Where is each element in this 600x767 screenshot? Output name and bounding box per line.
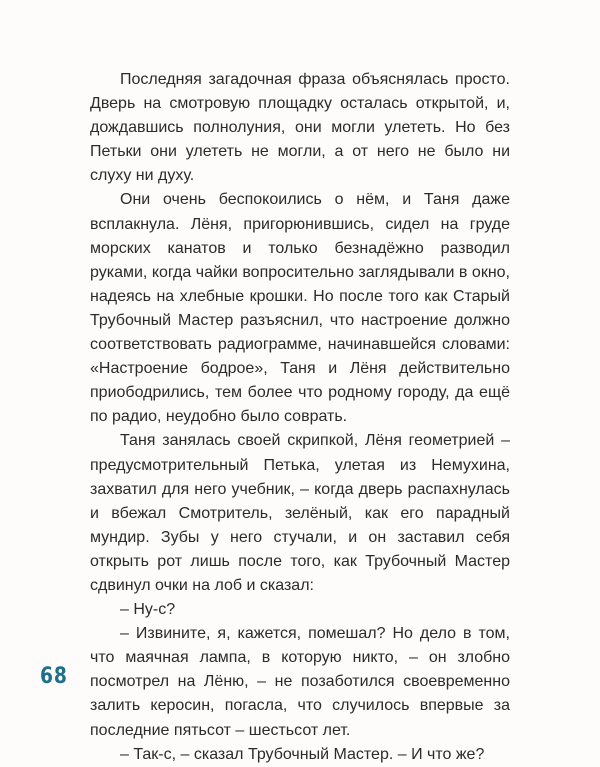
paragraph: Они очень беспокоились о нём, и Таня даже всплакнула. Лёня, пригорюнившись, сидел на груде морских канатов и только безнадёжно разводил руками, когда чайки вопросительно заглядывали в окно, надеясь на хлебные крошки. Но после того как Старый Трубочный Мастер разъяснил, что настроение должно соответствовать радиограмме, начинавшейся словами: «Настроение бодрое», Таня и Лёня действительно приободрились, тем более что родному городу, да ещё по радио, неудобно было соврать. [90, 191, 510, 426]
paragraph: – Так-с, – сказал Трубочный Мастер. – И что же? [120, 745, 485, 763]
paragraph: Таня занялась своей скрипкой, Лёня геометрией – предусмотрительный Петька, улетая из Немухина, захватил для него учебник, – когда дверь распахнулась и вбежал Смотритель, зелёный, как его парадный мундир. Зубы у него стучали, и он заставил себя открыть рот лишь после того, как Трубочный Мастер сдвинул очки на лоб и сказал: [90, 432, 510, 594]
paragraph: – Ну-с? [120, 601, 176, 619]
body-text [90, 68, 510, 767]
paragraph: Последняя загадочная фраза объяснялась просто. Дверь на смотровую площадку осталась открытой, и, дождавшись полнолуния, они могли улететь. Но без Петьки они улететь не могли, а от него не было ни слуху ни духу. [90, 71, 510, 185]
page-number: 68 [40, 664, 68, 689]
paragraph: – Извините, я, кажется, помешал? Но дело в том, что маячная лампа, в которую никто, – он злобно посмотрел на Лёню, – не позаботился своевременно залить керосин, погасла, что случилось впервые за последние пятьсот – шестьсот лет. [90, 625, 510, 739]
